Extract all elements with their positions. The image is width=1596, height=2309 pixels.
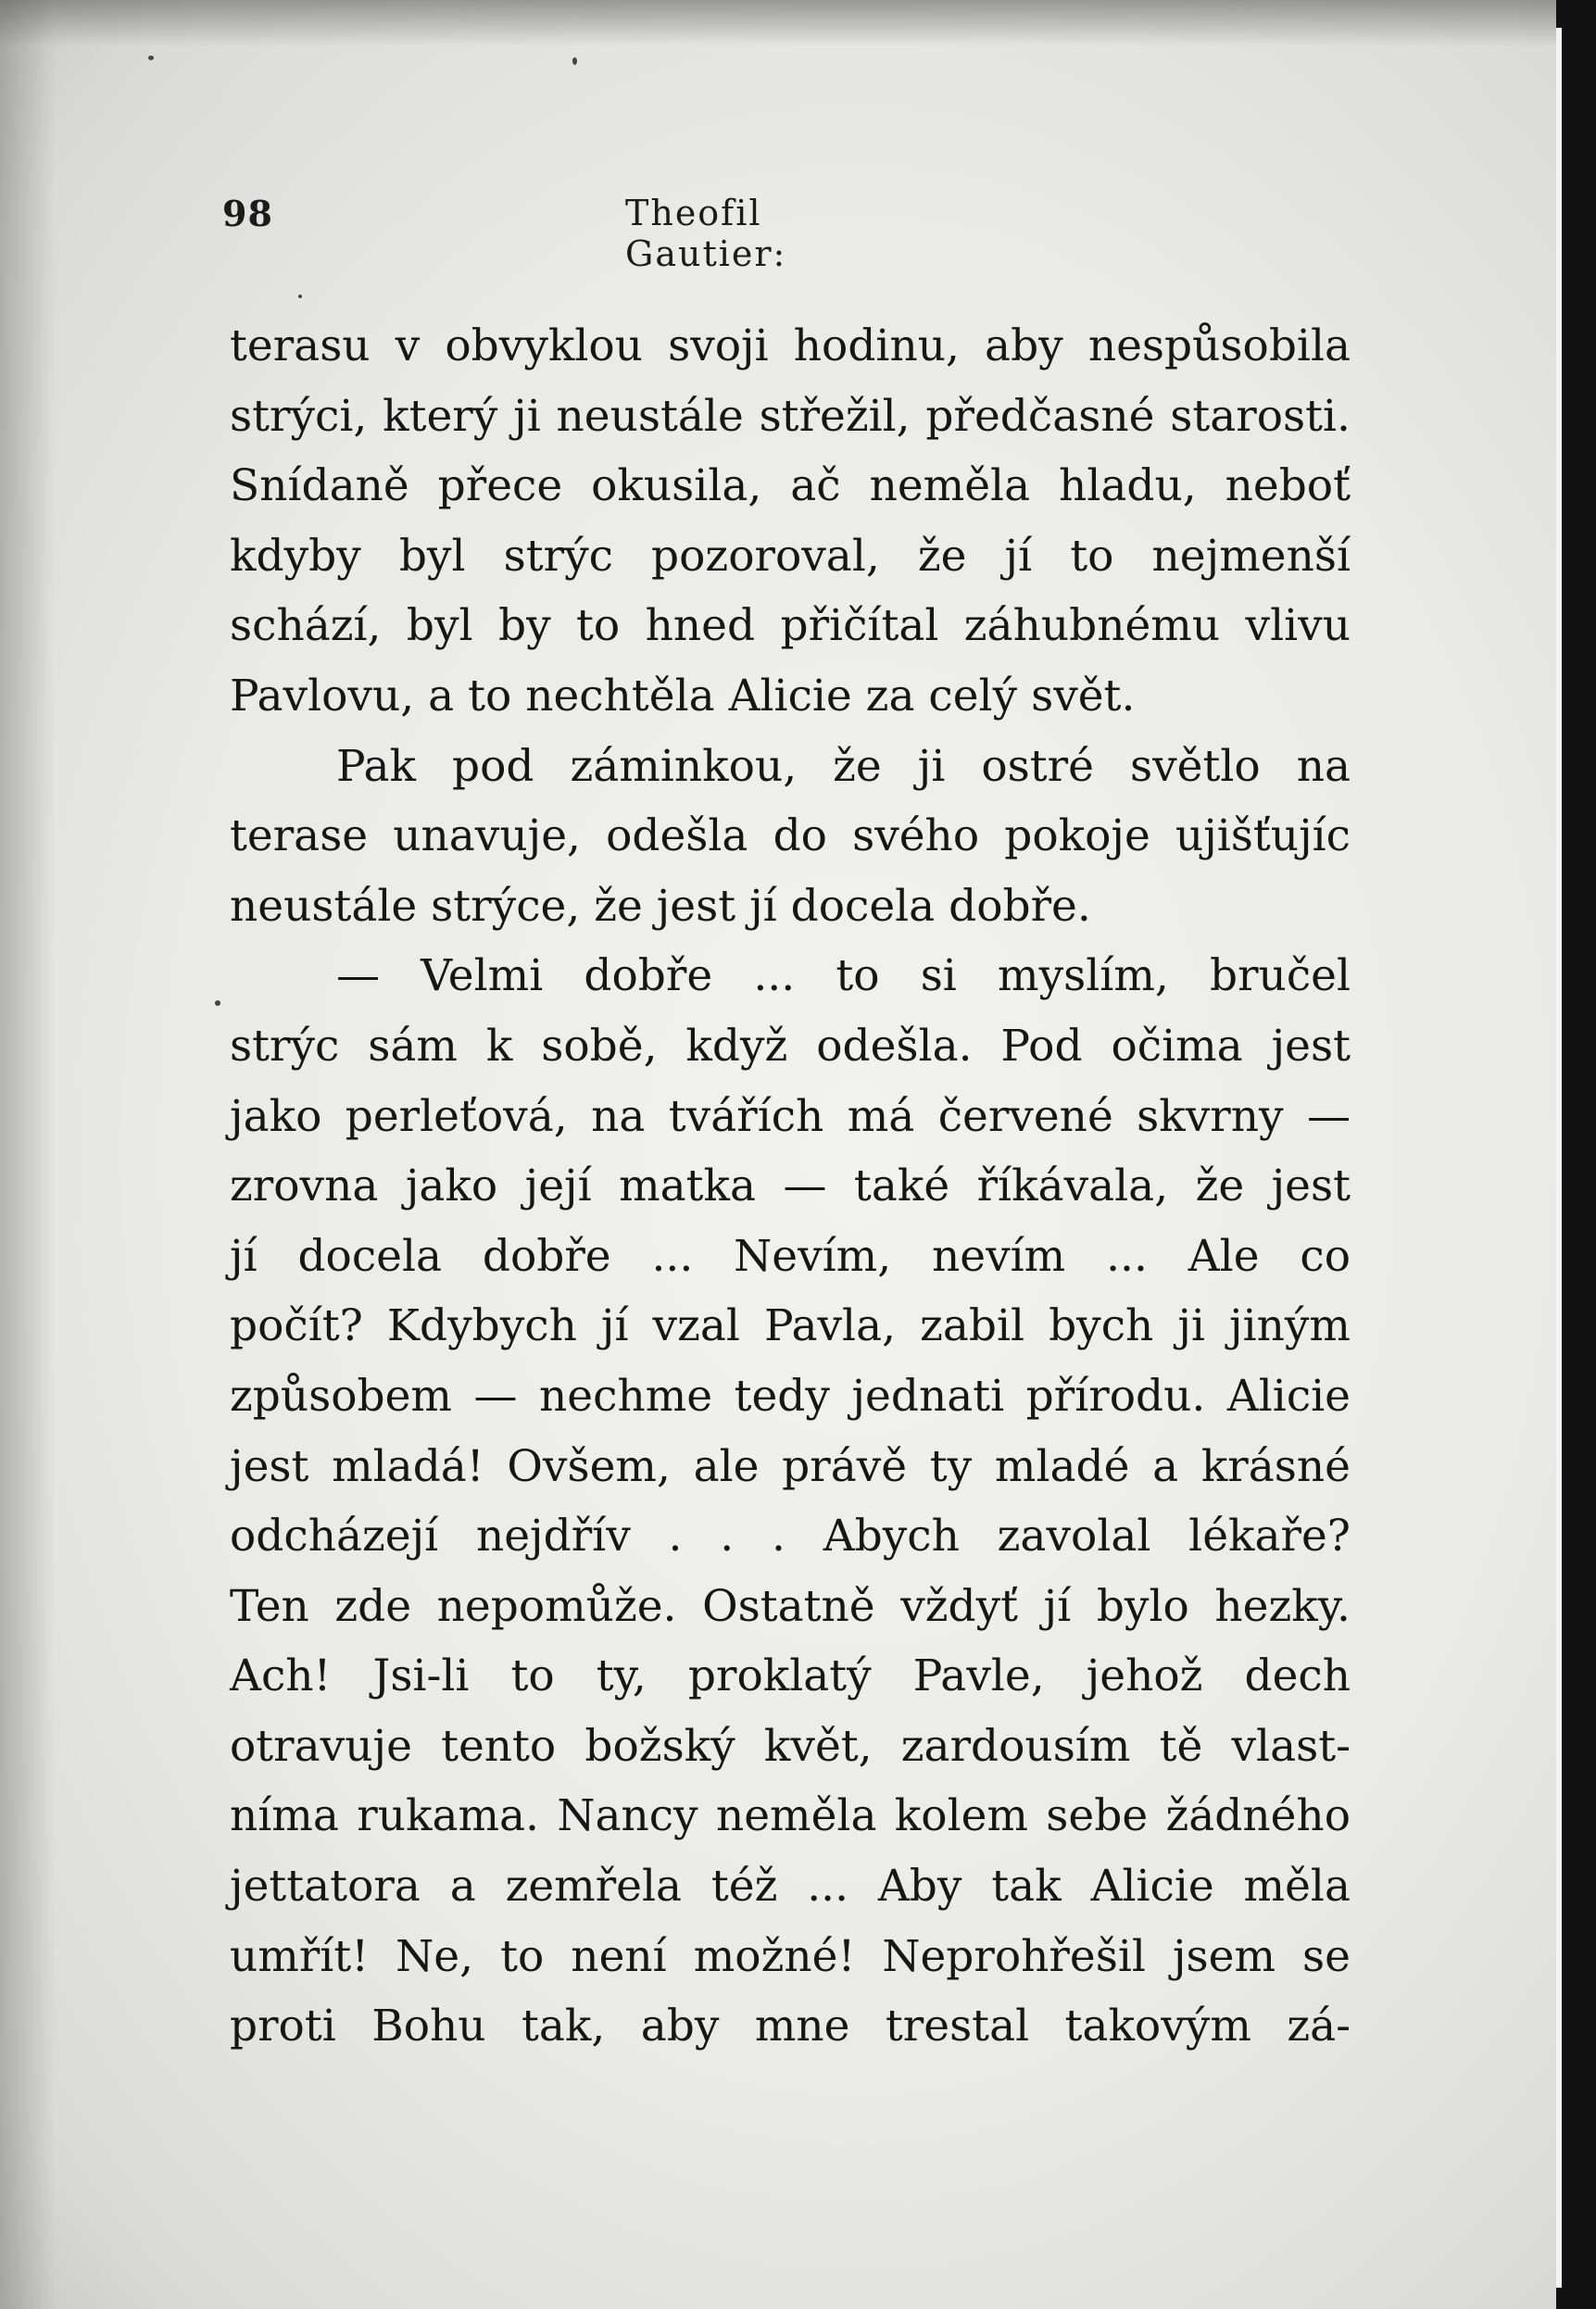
- text-line: počít? Kdybych jí vzal Pavla, zabil bych ji jiným: [230, 1300, 1351, 1352]
- text-line: strýci, který ji neustále střežil, předčasné starosti.: [230, 390, 1351, 442]
- text-line: Pavlovu, a to nechtěla Alicie za celý svět.: [230, 670, 1136, 722]
- text-line: níma rukama. Nancy neměla kolem sebe žádného: [230, 1790, 1351, 1842]
- text-line: Ten zde nepomůže. Ostatně vždyť jí bylo hezky.: [230, 1580, 1351, 1632]
- page-edge-line: [1556, 28, 1562, 2288]
- text-line: jettatora a zemřela též ... Aby tak Alicie měla: [230, 1861, 1351, 1913]
- text-line: Snídaně přece okusila, ač neměla hladu, neboť: [230, 460, 1351, 512]
- body-text: [230, 311, 1351, 2062]
- text-line: jest mladá! Ovšem, ale právě ty mladé a krásné: [230, 1440, 1351, 1492]
- page-header: [222, 193, 926, 274]
- text-line: strýc sám k sobě, když odešla. Pod očima jest: [230, 1020, 1351, 1072]
- text-line: terasu v obvyklou svoji hodinu, aby nespůsobila: [230, 320, 1351, 371]
- text-line: Ach! Jsi-li to ty, proklatý Pavle, jehož dech: [230, 1650, 1351, 1702]
- text-line: kdyby byl strýc pozoroval, že jí to nejmenší: [230, 530, 1351, 582]
- text-line: terase unavuje, odešla do svého pokoje ujišťujíc: [230, 810, 1351, 862]
- text-line: schází, byl by to hned přičítal záhubnému vlivu: [230, 600, 1351, 652]
- scan-edge: [1556, 0, 1596, 2309]
- text-line: neustále strýce, že jest jí docela dobře.: [230, 880, 1091, 932]
- text-line: umřít! Ne, to není možné! Neprohřešil jsem se: [230, 1930, 1351, 1982]
- paper-speck: [572, 57, 577, 65]
- page-number: 98: [222, 193, 273, 234]
- text-line: způsobem — nechme tedy jednati přírodu. Alicie: [230, 1370, 1351, 1422]
- text-line: — Velmi dobře ... to si myslím, bručel: [336, 950, 1351, 1002]
- text-line: odcházejí nejdřív . . . Abych zavolal lékaře?: [230, 1511, 1351, 1562]
- text-line: jako perleťová, na tvářích má červené skvrny —: [230, 1090, 1351, 1142]
- text-line: jí docela dobře ... Nevím, nevím ... Ale co: [230, 1230, 1351, 1282]
- paper-speck: [298, 295, 302, 298]
- running-title: Theofil Gautier:: [625, 193, 787, 274]
- text-line: Pak pod záminkou, že ji ostré světlo na: [336, 740, 1351, 792]
- text-line: proti Bohu tak, aby mne trestal takovým zá-: [230, 2001, 1351, 2052]
- text-line: otravuje tento božský květ, zardousím tě vlast-: [230, 1720, 1351, 1772]
- text-line: zrovna jako její matka — také říkávala, že jest: [230, 1161, 1351, 1212]
- paper-speck: [215, 1000, 220, 1006]
- paper-speck: [148, 56, 154, 60]
